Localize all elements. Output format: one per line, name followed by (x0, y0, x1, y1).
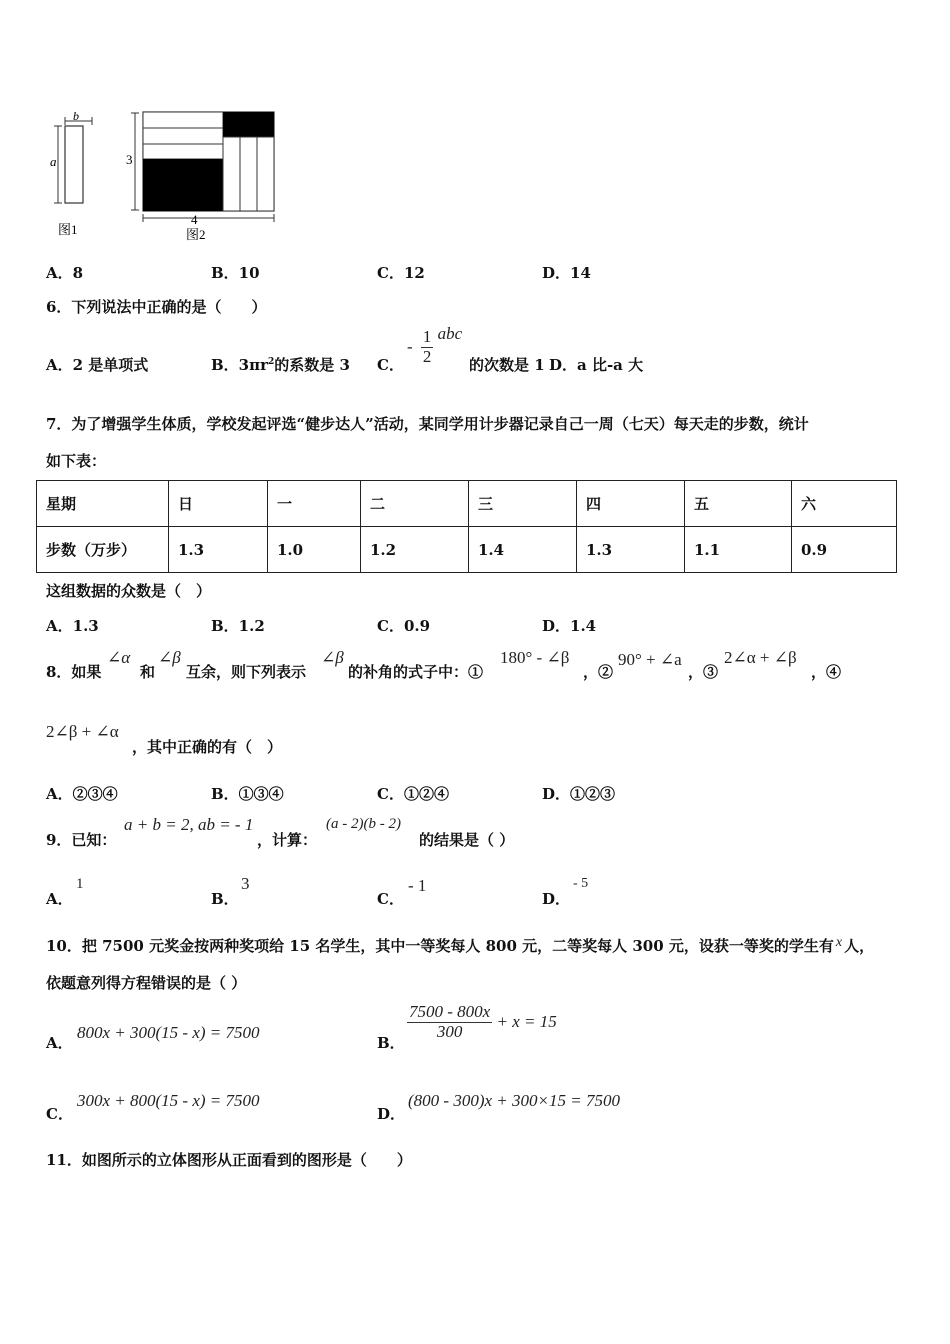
table-row (37, 527, 897, 573)
q8-text-8: ，其中正确的有（ ） (132, 738, 283, 756)
q8-option-a[interactable]: A．②③④ (46, 785, 118, 803)
q7-option-b[interactable]: B．1.2 (211, 617, 265, 635)
q9-option-d[interactable]: D． (542, 890, 571, 908)
q9-option-b[interactable]: B． (211, 890, 239, 908)
q6-option-c-label[interactable]: C． (377, 356, 404, 374)
table-header-row (37, 481, 897, 527)
q9-option-a[interactable]: A． (46, 890, 73, 908)
q8-beta-2: ∠β (321, 648, 344, 667)
fig1-caption: 图1 (58, 222, 78, 237)
table-cell: 0.9 (792, 527, 897, 573)
q6-option-c-text: 的次数是 1 (469, 356, 545, 374)
q10-option-d-equation: (800 - 300)x + 300×15 = 7500 (408, 1091, 620, 1110)
table-cell: 五 (685, 481, 792, 527)
table-cell: 六 (792, 481, 897, 527)
q7-question: 这组数据的众数是（ ） (46, 582, 212, 600)
q8-text-4: 的补角的式子中：① (348, 663, 484, 681)
table-cell: 一 (268, 481, 361, 527)
figure-1 (50, 109, 92, 237)
q9-option-c[interactable]: C． (377, 890, 404, 908)
q9-expression: (a - 2)(b - 2) (326, 816, 401, 832)
q8-option-c[interactable]: C．①②④ (377, 785, 449, 803)
q7-option-c[interactable]: C．0.9 (377, 617, 431, 635)
q8-expr-2: 90° + ∠a (618, 650, 682, 669)
q10-option-b-equation: $\frac{7500 - 800x}{300}$ + x = 15 (409, 1002, 557, 1041)
q7-option-a[interactable]: A．1.3 (46, 617, 99, 635)
table-cell: 1.0 (268, 527, 361, 573)
table-cell: 日 (169, 481, 268, 527)
q9-option-b-value: 3 (241, 874, 250, 893)
q8-option-d[interactable]: D．①②③ (542, 785, 616, 803)
q8-expr-1: 180° - ∠β (500, 648, 570, 667)
table-cell: 1.2 (361, 527, 469, 573)
q7-option-d[interactable]: D．1.4 (542, 617, 597, 635)
q10-option-c[interactable]: C． (46, 1105, 73, 1123)
fig1-label-b: b (73, 109, 79, 123)
q6-stem: 6．下列说法中正确的是（ ） (46, 298, 267, 316)
q10-variable-x: x (835, 935, 843, 950)
q8-alpha: ∠α (107, 648, 131, 667)
q6-option-d[interactable]: D．a 比-a 大 (549, 356, 644, 374)
q8-text-2: 和 (140, 663, 156, 681)
q10-option-b[interactable]: B． (377, 1034, 405, 1052)
q8-text-7: ，④ (811, 663, 842, 681)
q11-stem: 11．如图所示的立体图形从正面看到的图形是（ ） (46, 1151, 412, 1169)
q8-expr-4: 2∠β + ∠α (46, 722, 119, 741)
q5-option-b[interactable]: B．10 (211, 264, 260, 282)
q8-text-3: 互余，则下列表示 (186, 663, 307, 681)
table-cell: 1.1 (685, 527, 792, 573)
fig2-label-4: 4 (191, 212, 198, 227)
q10-option-d[interactable]: D． (377, 1105, 406, 1123)
q8-option-b[interactable]: B．①③④ (211, 785, 284, 803)
fig2-caption: 图2 (186, 227, 206, 242)
table-cell: 三 (469, 481, 577, 527)
fig2-label-3: 3 (126, 152, 133, 167)
figure-rectangles (40, 108, 290, 243)
q5-option-d[interactable]: D．14 (542, 264, 591, 282)
q10-stem-line2: 依题意列得方程错误的是（ ） (46, 974, 247, 992)
q5-option-a[interactable]: A．8 (46, 264, 84, 282)
q10-option-a-equation: 800x + 300(15 - x) = 7500 (77, 1023, 260, 1042)
q6-option-a[interactable]: A．2 是单项式 (46, 356, 149, 374)
table-cell: 四 (577, 481, 685, 527)
q10-option-a[interactable]: A． (46, 1034, 73, 1052)
table-cell: 1.3 (577, 527, 685, 573)
q10-stem-line1: 10．把 7500 元奖金按两种奖项给 15 名学生，其中一等奖每人 800 元，二等奖每人 300 元，设获一等奖的学生有 x 人， (46, 935, 875, 955)
q8-beta: ∠β (158, 648, 181, 667)
q9-condition: a + b = 2, ab = - 1 (124, 815, 254, 834)
table-cell: 星期 (37, 481, 169, 527)
steps-table (36, 480, 897, 573)
table-cell: 1.3 (169, 527, 268, 573)
q8-text-6: ，③ (688, 663, 719, 681)
table-cell: 步数（万步） (37, 527, 169, 573)
q9-option-d-value: - 5 (573, 876, 589, 891)
q6-option-c-expr: - $\frac{1}{2}$ abc (407, 324, 463, 366)
q9-option-c-value: - 1 (408, 876, 427, 895)
q10-option-c-equation: 300x + 800(15 - x) = 7500 (77, 1091, 260, 1110)
q9-option-a-value: 1 (76, 876, 84, 892)
q9-text-2: ，计算： (257, 831, 318, 849)
table-cell: 1.4 (469, 527, 577, 573)
q8-text-1: 8．如果 (46, 663, 102, 681)
q9-text-1: 9．已知： (46, 831, 117, 849)
q9-text-3: 的结果是（ ） (419, 831, 515, 849)
q7-stem-line1: 7．为了增强学生体质，学校发起评选“健步达人”活动，某同学用计步器记录自己一周（七天）每天走的步数，统计 (46, 415, 809, 433)
figure-2 (126, 112, 274, 242)
fig1-label-a: a (50, 154, 57, 169)
q6-option-b[interactable]: B．$3\pi r^2$的系数是 3 (211, 356, 350, 374)
q8-text-5: ，② (583, 663, 614, 681)
q7-stem-line2: 如下表： (46, 452, 107, 470)
q5-option-c[interactable]: C．12 (377, 264, 425, 282)
q8-expr-3: 2∠α + ∠β (724, 648, 797, 667)
table-cell: 二 (361, 481, 469, 527)
